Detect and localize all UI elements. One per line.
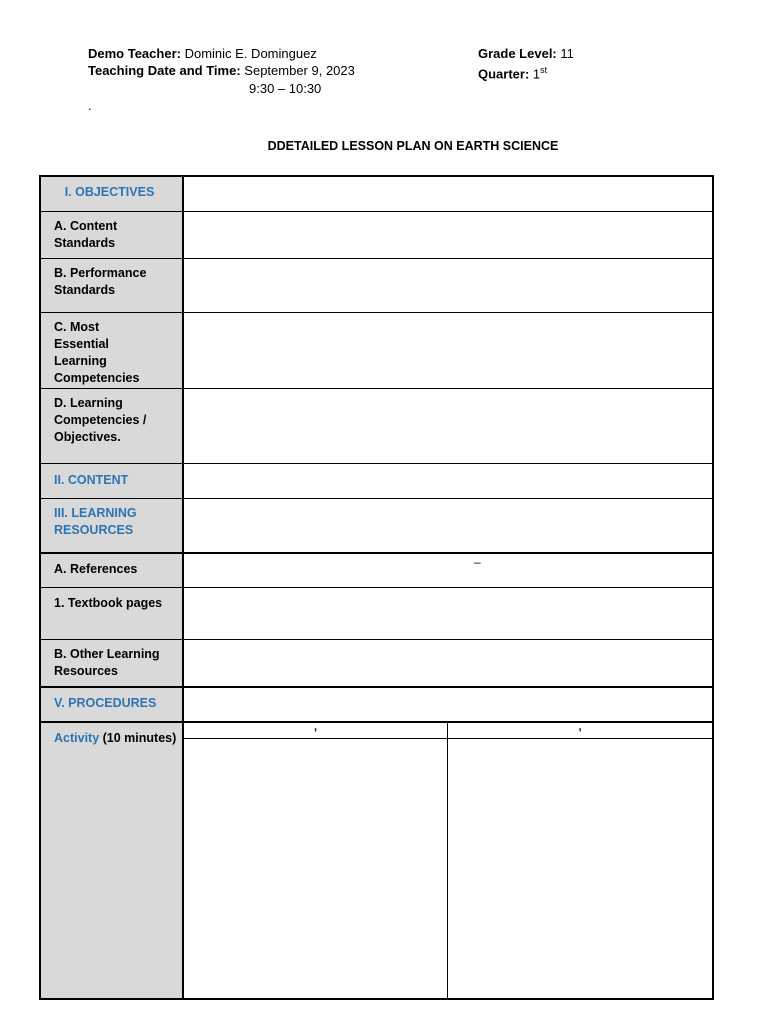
learning-resources-heading: III. LEARNING RESOURCES (41, 499, 184, 552)
row-procedures (41, 686, 712, 721)
teaching-date-value: September 9, 2023 (244, 63, 355, 78)
other-resources-label: B. Other Learning Resources (41, 640, 184, 686)
stray-dot: . (88, 98, 92, 113)
row-melc (41, 312, 712, 388)
row-activity (41, 721, 712, 998)
learning-resources-value-cell[interactable] (184, 499, 712, 552)
activity-value-cell (184, 723, 712, 998)
row-references (41, 552, 712, 587)
learning-competencies-value-cell[interactable] (184, 389, 712, 463)
melc-value-cell[interactable] (184, 313, 712, 388)
performance-standards-label: B. Performance Standards (41, 259, 184, 312)
activity-duration: (10 minutes) (102, 731, 177, 745)
demo-teacher-label: Demo Teacher: (88, 46, 181, 61)
procedures-heading: V. PROCEDURES (41, 688, 184, 721)
quarter-value: 1 (532, 66, 541, 82)
row-objectives (41, 177, 712, 211)
references-dash: – (474, 555, 481, 569)
grade-level-label: Grade Level: (478, 46, 557, 61)
objectives-heading: I. OBJECTIVES (41, 177, 184, 211)
references-value-cell[interactable] (184, 554, 712, 587)
melc-label: C. Most Essential Learning Competencies (41, 313, 184, 388)
references-label: A. References (41, 554, 184, 587)
activity-label-cell (41, 723, 184, 998)
learning-competencies-label: D. Learning Competencies / Objectives. (41, 389, 184, 463)
textbook-pages-value-cell[interactable] (184, 588, 712, 639)
content-standards-label: A. Content Standards (41, 212, 184, 258)
teaching-time-value: 9:30 – 10:30 (249, 81, 322, 96)
activity-label: Activity (54, 731, 100, 745)
row-learning-competencies (41, 388, 712, 463)
other-resources-value-cell[interactable] (184, 640, 712, 686)
row-content-standards (41, 211, 712, 258)
activity-subgrid (184, 723, 712, 998)
objectives-value-cell[interactable] (184, 177, 712, 211)
activity-column-right-header: , (448, 723, 712, 739)
row-textbook-pages (41, 587, 712, 639)
demo-teacher-value: Dominic E. Dominguez (184, 46, 317, 61)
grade-level-value: 11 (560, 46, 574, 61)
lesson-plan-table (39, 175, 714, 1000)
procedures-value-cell[interactable] (184, 688, 712, 721)
document-title: DDETAILED LESSON PLAN ON EARTH SCIENCE (267, 139, 559, 153)
row-other-resources (41, 639, 712, 686)
quarter-label: Quarter: (478, 66, 530, 82)
content-standards-value-cell[interactable] (184, 212, 712, 258)
grade-level-line (478, 45, 574, 62)
activity-column-right[interactable] (448, 723, 712, 998)
teaching-date-line (88, 62, 355, 79)
content-heading: II. CONTENT (41, 464, 184, 498)
activity-column-left[interactable] (184, 723, 448, 998)
activity-column-left-header: , (184, 723, 447, 739)
quarter-superscript: st (540, 65, 548, 75)
row-performance-standards (41, 258, 712, 312)
quarter-line (478, 62, 547, 82)
demo-teacher-line (88, 45, 317, 62)
performance-standards-value-cell[interactable] (184, 259, 712, 312)
row-content (41, 463, 712, 498)
textbook-pages-label: 1. Textbook pages (41, 588, 184, 639)
teaching-date-label: Teaching Date and Time: (88, 63, 241, 78)
content-value-cell[interactable] (184, 464, 712, 498)
row-learning-resources (41, 498, 712, 552)
